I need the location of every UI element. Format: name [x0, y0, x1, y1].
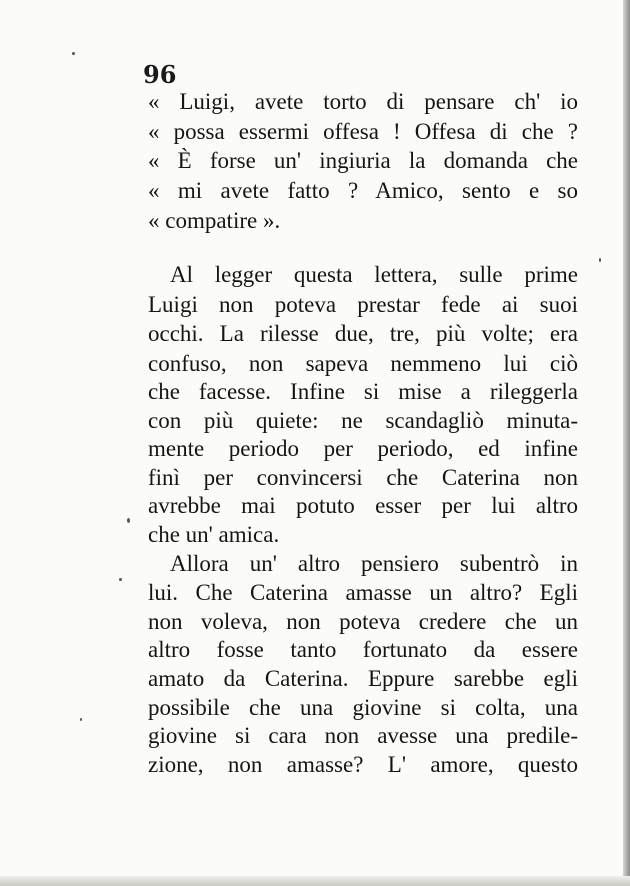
print-speck [119, 578, 122, 581]
page-bottom-edge [0, 876, 630, 886]
page-number: 96 [143, 60, 177, 89]
print-speck [80, 718, 82, 721]
text-line: « mi avete fatto ? Amico, sento e so [148, 178, 578, 203]
text-line: « È forse un' ingiuria la domanda che [148, 148, 578, 173]
text-line: altro fosse tanto fortunato da essere [148, 637, 578, 662]
text-line: lui. Che Caterina amasse un altro? Egli [148, 580, 578, 605]
text-line: con più quiete: ne scandagliò minuta- [148, 408, 578, 433]
text-line: amato da Caterina. Eppure sarebbe egli [148, 666, 578, 691]
text-line: finì per convincersi che Caterina non [148, 465, 578, 490]
text-line: Al legger questa lettera, sulle prime [170, 262, 578, 287]
text-line: « possa essermi offesa ! Offesa di che ? [148, 119, 578, 144]
text-line: Allora un' altro pensiero subentrò in [170, 551, 578, 576]
text-line: che un' amica. [148, 522, 280, 547]
print-speck [72, 52, 75, 55]
text-line: mente periodo per periodo, ed infine [148, 436, 578, 461]
page-edge-shadow [623, 0, 630, 886]
text-line: confuso, non sapeva nemmeno lui ciò [148, 351, 578, 376]
print-speck [127, 518, 130, 523]
text-line: « compatire ». [148, 208, 281, 233]
text-line: che facesse. Infine si mise a rileggerla [148, 379, 578, 404]
text-line: « Luigi, avete torto di pensare ch' io [148, 89, 578, 114]
text-line: zione, non amasse? L' amore, questo [148, 752, 578, 777]
text-line: avrebbe mai potuto esser per lui altro [148, 493, 578, 518]
print-speck [599, 258, 601, 262]
text-line: Luigi non poteva prestar fede ai suoi [148, 292, 578, 317]
text-line: giovine si cara non avesse una predile- [148, 723, 578, 748]
text-line: non voleva, non poteva credere che un [148, 609, 578, 634]
text-line: possibile che una giovine si colta, una [148, 695, 578, 720]
text-line: occhi. La rilesse due, tre, più volte; era [148, 321, 578, 346]
